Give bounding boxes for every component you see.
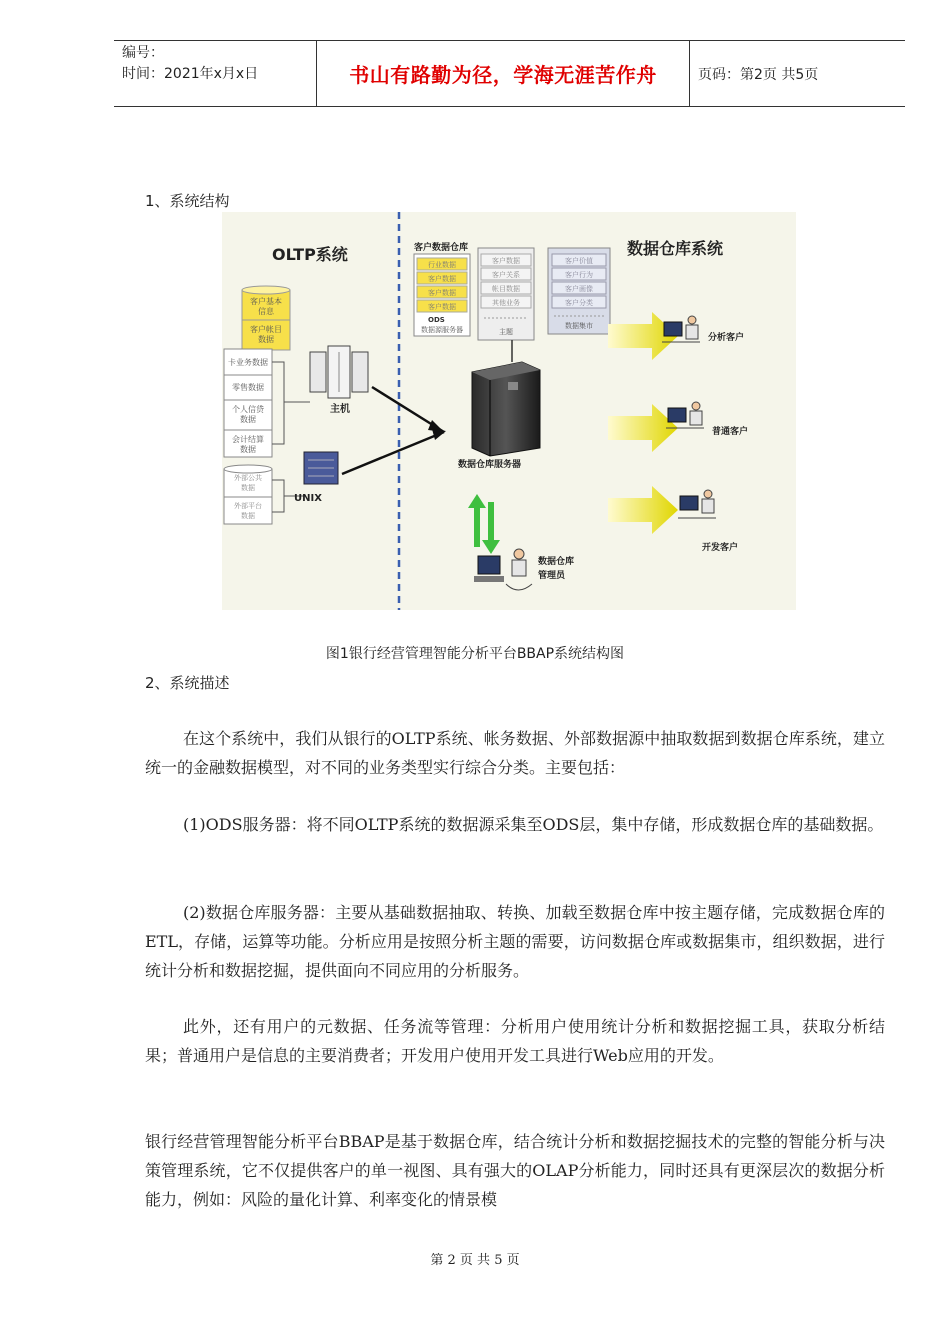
- svg-text:客户数据: 客户数据: [428, 289, 456, 297]
- svg-text:客户关系: 客户关系: [492, 271, 520, 279]
- analyst-client-label: 分析客户: [708, 333, 745, 343]
- svg-text:帐目数据: 帐目数据: [492, 285, 520, 293]
- dw-admin-label-1: 数据仓库: [538, 557, 575, 567]
- svg-text:客户数据: 客户数据: [428, 303, 456, 311]
- svg-text:卡业务数据: 卡业务数据: [228, 358, 268, 367]
- unix-label: UNIX: [294, 493, 322, 504]
- svg-text:零售数据: 零售数据: [232, 383, 264, 392]
- customer-dw-label: 客户数据仓库: [414, 243, 469, 253]
- paragraph-bbap: 银行经营管理智能分析平台BBAP是基于数据仓库，结合统计分析和数据挖掘技术的完整的智能分析与决策管理系统，它不仅提供客户的单一视图、具有强大的OLAP分析能力，同时还具有更深层次的数据分析能力，例如：风险的量化计算、利率变化的情景模: [145, 1132, 885, 1209]
- dw-server-icon: [472, 362, 540, 456]
- normal-client-label: 普通客户: [712, 427, 749, 437]
- ods-store: [414, 254, 470, 336]
- dev-client-icon: [678, 490, 716, 518]
- svg-text:其他业务: 其他业务: [492, 299, 520, 307]
- svg-text:ODS: ODS: [428, 316, 445, 324]
- svg-text:数据: 数据: [240, 415, 256, 424]
- page-footer: 第 2 页 共 5 页: [430, 1253, 520, 1268]
- header-page-number: 页码：第2页 共5页: [698, 66, 819, 83]
- admin-sync-arrows: [468, 494, 500, 554]
- oltp-business-db-stack: [224, 349, 272, 457]
- svg-text:外部公共: 外部公共: [234, 474, 262, 482]
- svg-text:会计结算: 会计结算: [232, 435, 264, 444]
- svg-text:外部平台: 外部平台: [234, 502, 262, 510]
- dev-client-label: 开发客户: [702, 543, 739, 553]
- paragraph-ods: (1)ODS服务器：将不同OLTP系统的数据源采集至ODS层，集中存储，形成数据仓库的基础数据。: [183, 815, 884, 834]
- svg-text:行业数据: 行业数据: [428, 261, 456, 269]
- dw-server-label: 数据仓库服务器: [458, 460, 522, 470]
- architecture-diagram: [222, 212, 796, 610]
- header-meta: [114, 41, 316, 106]
- svg-text:主题: 主题: [499, 328, 513, 336]
- dw-admin-workstation-icon: [474, 549, 532, 590]
- section-title-description: 2、系统描述: [145, 674, 230, 692]
- datamart-store: [548, 248, 610, 334]
- svg-text:客户数据: 客户数据: [428, 275, 456, 283]
- doc-number-label: 编号：: [122, 45, 164, 61]
- svg-text:客户基本: 客户基本: [250, 297, 282, 306]
- svg-text:客户行为: 客户行为: [565, 271, 593, 279]
- figure-caption: 图1银行经营管理智能分析平台BBAP系统结构图: [325, 646, 625, 662]
- header-motto: 书山有路勤为径，学海无涯苦作舟: [316, 41, 690, 106]
- paragraph-intro: 在这个系统中，我们从银行的OLTP系统、帐务数据、外部数据源中抽取数据到数据仓库系统，建立统一的金融数据模型，对不同的业务类型实行综合分类。主要包括：: [145, 729, 885, 777]
- page-header: [114, 40, 905, 107]
- svg-text:数据源服务器: 数据源服务器: [421, 326, 463, 334]
- svg-text:数据: 数据: [241, 484, 255, 492]
- host-mainframe-icon: [310, 346, 368, 398]
- oltp-title: OLTP系统: [272, 245, 348, 264]
- svg-text:数据: 数据: [240, 445, 256, 454]
- unix-external-db: [224, 465, 272, 524]
- svg-text:客户分类: 客户分类: [565, 299, 593, 307]
- section-title-structure: 1、系统结构: [145, 192, 230, 210]
- svg-text:客户画像: 客户画像: [565, 285, 593, 293]
- theme-store: [478, 248, 534, 340]
- svg-text:数据: 数据: [241, 512, 255, 520]
- svg-text:数据集市: 数据集市: [565, 322, 593, 330]
- oltp-customer-db: [242, 286, 290, 350]
- svg-text:数据: 数据: [258, 335, 274, 344]
- paragraph-dw-server: (2)数据仓库服务器：主要从基础数据抽取、转换、加载至数据仓库中按主题存储，完成数据仓库的ETL，存储，运算等功能。分析应用是按照分析主题的需要，访问数据仓库或数据集市，组织数据，进行统计分析和数据挖掘，提供面向不同应用的分析服务。: [145, 903, 885, 980]
- system-architecture-figure: [222, 212, 796, 610]
- svg-text:客户数据: 客户数据: [492, 257, 520, 265]
- svg-text:客户价值: 客户价值: [565, 257, 593, 265]
- oltp-bracket: [272, 362, 284, 444]
- dw-title: 数据仓库系统: [627, 239, 724, 258]
- paragraph-users: 此外，还有用户的元数据、任务流等管理：分析用户使用统计分析和数据挖掘工具，获取分析结果；普通用户是信息的主要消费者；开发用户使用开发工具进行Web应用的开发。: [145, 1017, 885, 1065]
- svg-text:个人信贷: 个人信贷: [232, 405, 264, 414]
- unix-server-icon: [304, 452, 338, 484]
- arrow-to-dev: [608, 486, 678, 534]
- host-label: 主机: [330, 404, 350, 415]
- svg-text:信息: 信息: [258, 307, 274, 316]
- unix-to-dw-arrow: [342, 432, 444, 474]
- dw-admin-label-2: 管理员: [538, 571, 566, 581]
- doc-time-label: 时间：2021年x月x日: [122, 66, 259, 82]
- svg-text:客户帐目: 客户帐目: [250, 325, 282, 334]
